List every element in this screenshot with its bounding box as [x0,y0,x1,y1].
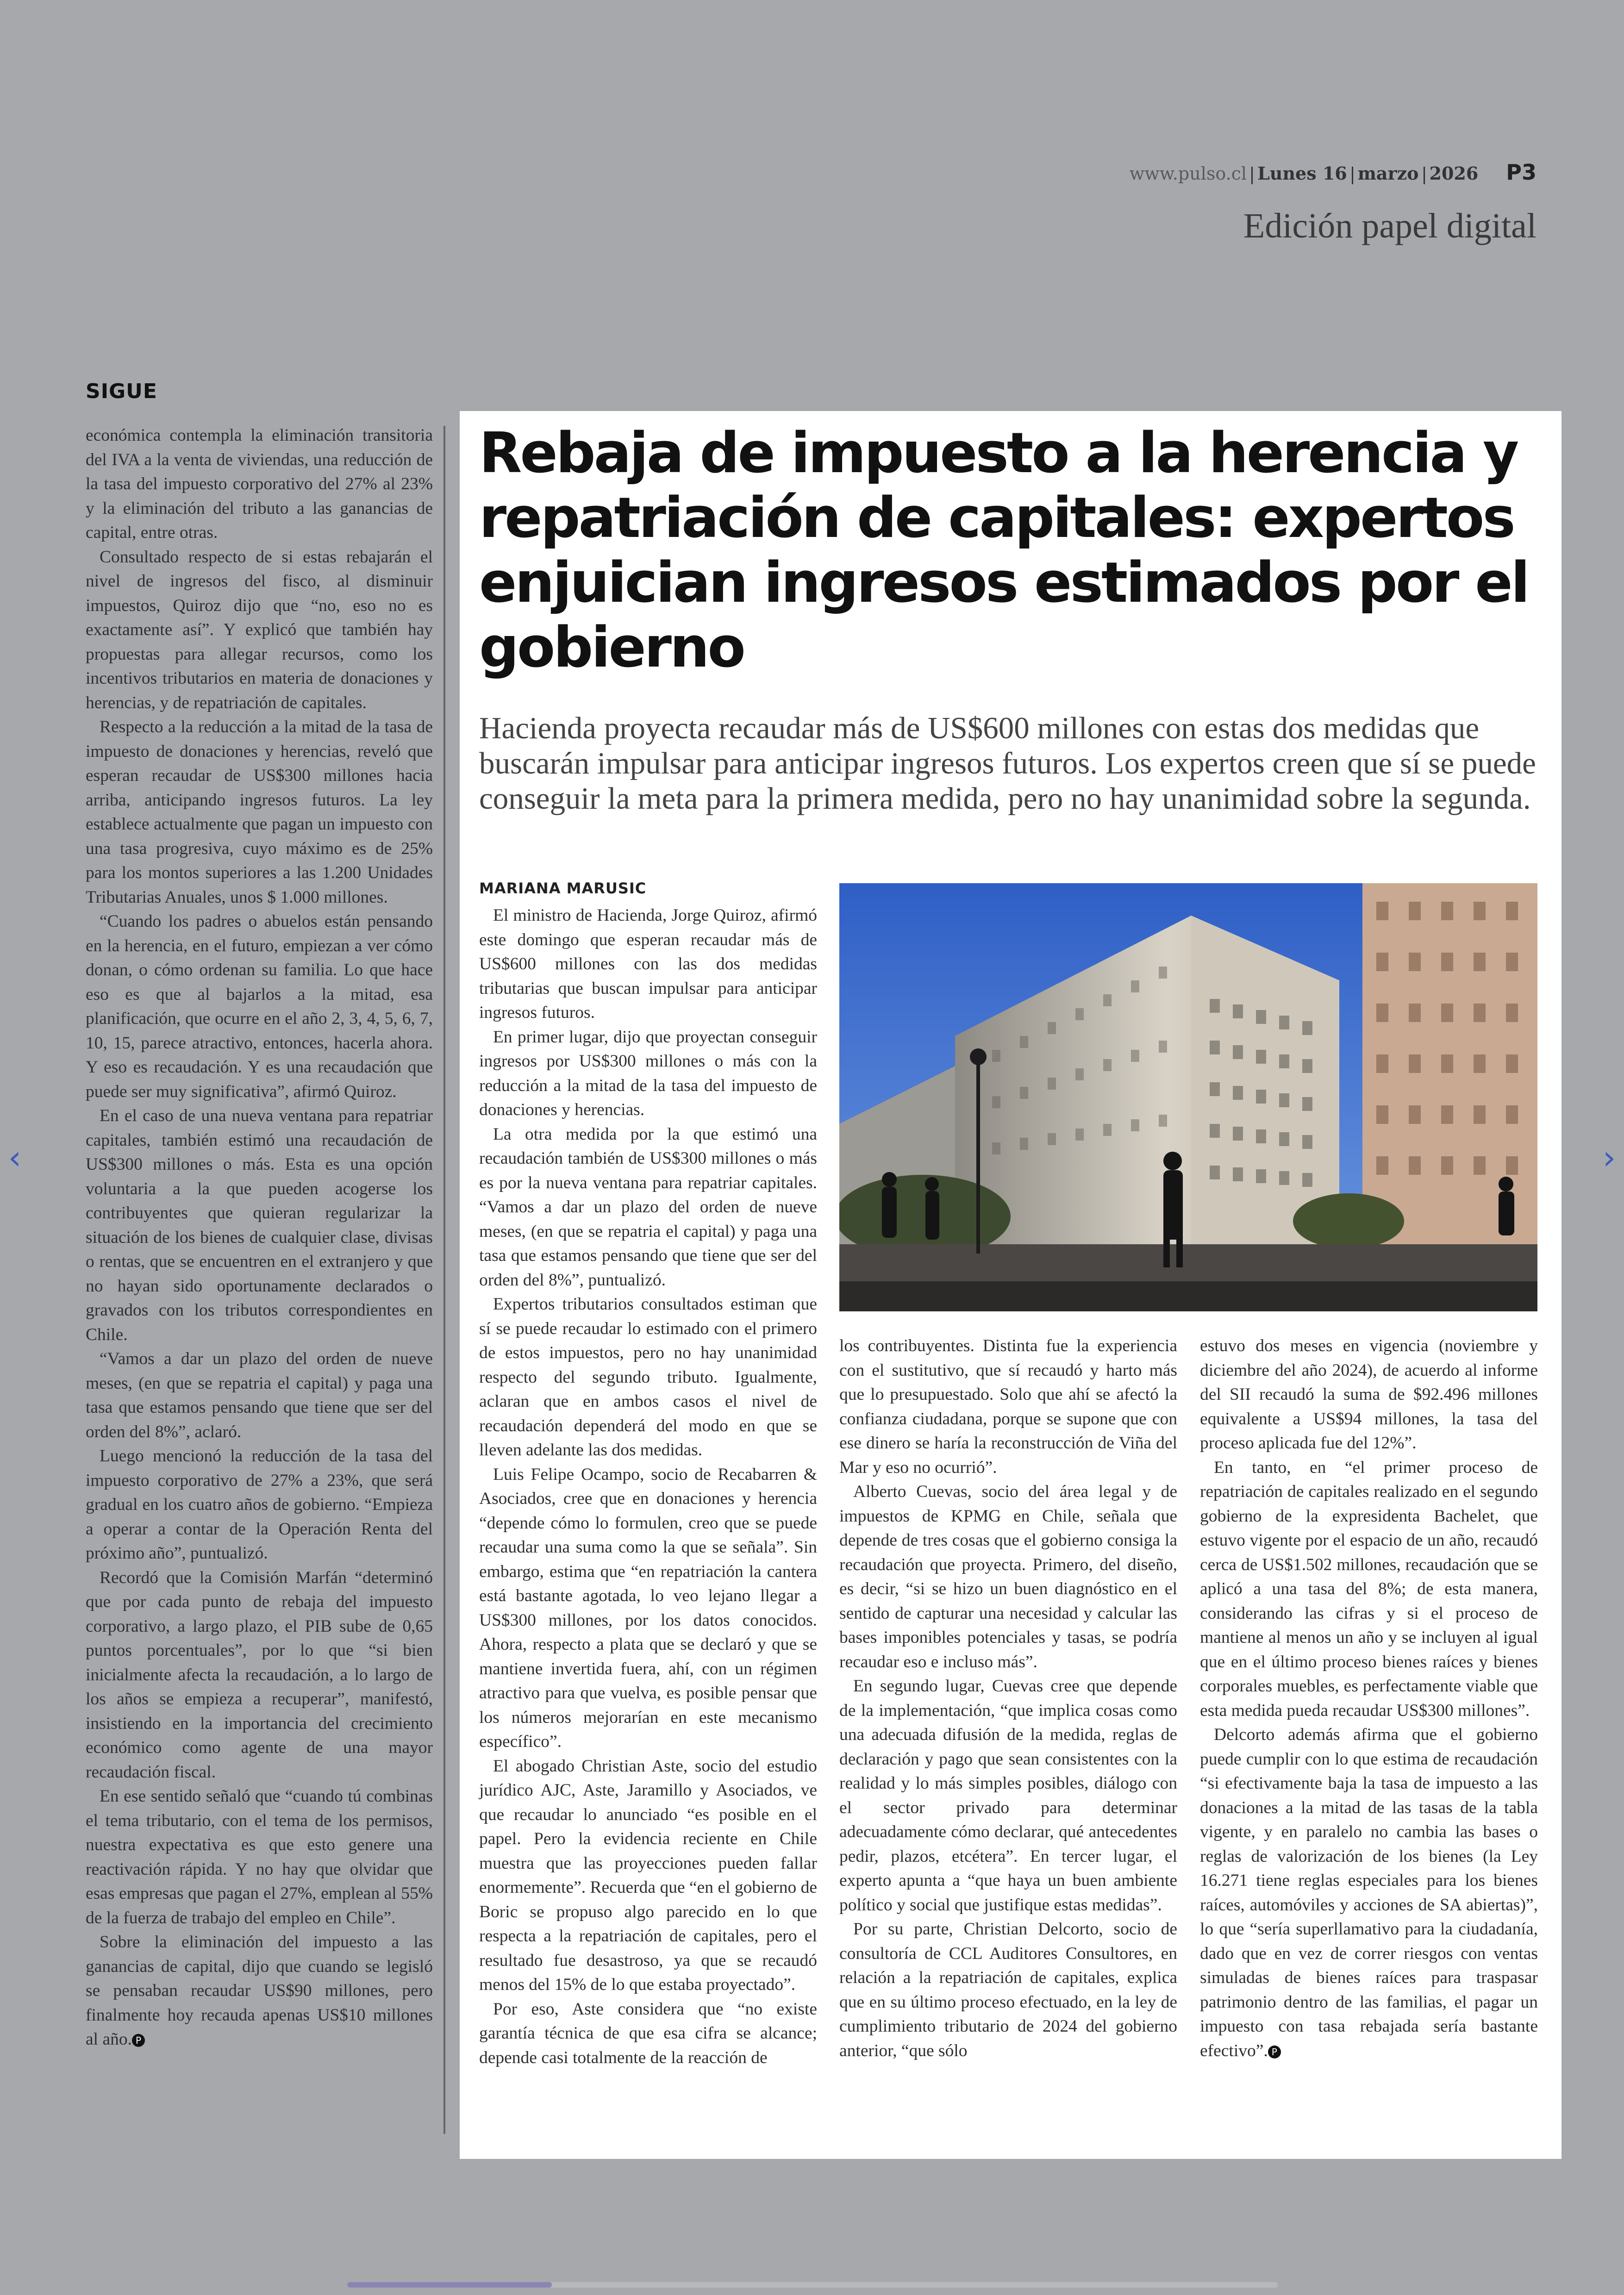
sigue-paragraph: Consultado respecto de si estas rebajarán el nivel de ingresos del fisco, al disminuir impuestos, Quiroz dijo que “no, eso no es exactamente así”. Y explicó que también hay propuestas para allegar recursos, como los incentivos tributarios en materia de donaciones y herencias, y de repatriación de capitales. [86,547,433,712]
sigue-paragraph: económica contempla la eliminación transitoria del IVA a la venta de viviendas, una reducción de la tasa del impuesto corporativo del 27% al 23% y la eliminación del tributo a las ganancias de capital, entre otras. [86,426,433,542]
article-column-1 [479,904,817,2070]
scrollbar-thumb[interactable] [347,2282,552,2288]
article-paragraph: los contribuyentes. Distinta fue la experiencia con el sustitutivo, que sí recaudó y harto más que lo presupuestado. Solo que ahí se afectó la confianza ciudadana, porque se supone que con ese dinero se haría la reconstrucción de Viña del Mar y eso no ocurrió”. [839,1336,1177,1477]
masthead-divider [1251,167,1253,184]
article-paragraph: En segundo lugar, Cuevas cree que depende de la implementación, “que implica cosas como una adecuada difusión de la medida, reglas de declaración y pago que sean consistentes con la realidad y lo más simples posibles, diálogo con el sector privado para determinar adecuadamente cómo declarar, qué antecedentes pedir, plazos, etcétera”. En tercer lugar, el experto apunta a “que haya un buen ambiente político y social que justifique estas medidas”. [839,1677,1177,1915]
article-paragraph: Expertos tributarios consultados estiman que sí se puede recaudar lo estimado con el primero de estos impuestos, pero no hay unanimidad respecto del segundo tributo. Igualmente, aclaran que en ambos casos el nivel de recaudación dependerá del modo en que se lleven adelante las dos medidas. [479,1295,817,1459]
page-scrollbar[interactable] [347,2282,1278,2288]
article-paragraph: En tanto, en “el primer proceso de repatriación de capitales realizado en el segundo gobierno de la expresidenta Bachelet, que estuvo vigente por el espacio de un año, recaudó cerca de US$1.502 millones, recaudación que se aplicó a una tasa del 8%; de esta manera, considerando las cifras y si el proceso de mantiene al menos un año y se incluyen al igual que en el último proceso bienes raíces y bienes corporales muebles, es perfectamente viable que esta medida pueda recaudar US$300 millones”. [1200,1458,1538,1720]
sigue-column [86,424,433,2052]
issue-day: Lunes 16 [1257,163,1347,184]
article-column-3 [1200,1334,1538,2063]
sigue-paragraph: En el caso de una nueva ventana para repatriar capitales, también estimó una recaudación de US$300 millones o más. Esta es una opción voluntaria a la que pueden acogerse los contribuyentes que quieran regularizar la situación de los bienes de cualquier clase, divisas o rentas, que se encuentren en el extranjero y que no hayan sido oportunamente declarados o gravados con los tributos correspondientes en Chile. [86,1106,433,1344]
sigue-paragraph: “Vamos a dar un plazo del orden de nueve meses, (en que se repatria el capital) y paga una tasa que estamos pensando que tiene que ser del orden del 8%”, aclaró. [86,1349,433,1441]
sigue-paragraph: Luego mencionó la reducción de la tasa del impuesto corporativo de 27% a 23%, que será gradual en los cuatro años de gobierno. “Empieza a operar a contar de la Operación Renta del próximo año”, puntualizó. [86,1447,433,1563]
sigue-paragraph: En ese sentido señaló que “cuando tú combinas el tema tributario, con el tema de los permisos, nuestra expectativa es que esto genere una reactivación rápida. Y no hay que olvidar que esas empresas que pagan el 27%, emplean al 55% de la fuerza de trabajo del empleo en Chile”. [86,1787,433,1927]
page-masthead [1130,160,1537,185]
sigue-paragraph: Respecto a la reducción a la mitad de la tasa de impuesto de donaciones y herencias, reveló que esperan recaudar de US$300 millones hacia arriba, anticipando ingresos futuros. La ley establece actualmente que pagan un impuesto con una tasa progresiva, cuyo máximo es de 25% para los montos superiores a las 1.200 Unidades Tributarias Anuales, unos $ 1.000 millones. [86,717,433,907]
article-photo [839,883,1537,1311]
article-paragraph: El ministro de Hacienda, Jorge Quiroz, afirmó este domingo que esperan recaudar más de US$600 millones con las dos medidas tributarias que buscan impulsar para anticipar ingresos futuros. [479,906,817,1022]
article-paragraph: En primer lugar, dijo que proyectan conseguir ingresos por US$300 millones o más con la reducción a la mitad de la tasa del impuesto de donaciones y herencias. [479,1027,817,1119]
ministry-building-photo [839,883,1537,1311]
previous-page-arrow-icon[interactable]: ‹ [8,1139,21,1177]
sigue-heading: SIGUE [86,380,157,403]
article-paragraph: Luis Felipe Ocampo, socio de Recabarren & Asociados, cree que en donaciones y herencia “depende cómo lo formulen, creo que se puede recaudar una suma como la que se señala”. Sin embargo, estima que “en repatriación la cantera está bastante agotada, lo veo lejano llegar a US$300 millones, por los datos conocidos. Ahora, respecto a plata que se declaró y que se mantiene invertida fuera, ahí, con un régimen atractivo para que vuelva, es posible pensar que los números mejorarían en este mecanismo específico”. [479,1465,817,1751]
article-paragraph: Por su parte, Christian Delcorto, socio de consultoría de CCL Auditores Consultores, en relación a la repatriación de capitales, explica que en su último proceso efectuado, en la ley de cumplimiento tributario de 2024 del gobierno anterior, “que sólo [839,1920,1177,2060]
edition-label: Edición papel digital [1243,206,1537,245]
article-paragraph: estuvo dos meses en vigencia (noviembre y diciembre del año 2024), de acuerdo al informe del SII recaudó la suma de $92.496 millones equivalente a US$94 millones, la tasa del proceso aplicada fue del 12%”. [1200,1336,1538,1453]
article-paragraph-text: Delcorto además afirma que el gobierno puede cumplir con lo que estima de recaudación “si efectivamente baja la tasa de impuesto a las donaciones a la mitad de las tasas de la tabla vigente, y en paralelo no cambia las bases o reglas de valorización de los bienes (la Ley 16.271 tiene reglas especiales para los bienes raíces, automóviles y acciones de SA abiertas)”, lo que “sería superllamativo para la ciudadanía, dado que en vez de correr riesgos con ventas simuladas de bienes raíces para traspasar patrimonio dentro de las familias, el pagar un impuesto con tasa rebajada sería bastante efectivo”. [1200,1725,1538,2060]
sigue-paragraph: “Cuando los padres o abuelos están pensando en la herencia, en el futuro, empiezan a ver cómo donan, o cómo ordenan su familia. Lo que hace eso es que al bajarlos a la mitad, esa planificación, que ocurre en el año 2, 3, 4, 5, 6, 7, 10, 15, parece atractivo, entonces, hacerla ahora. Y eso es recaudación. Y es una recaudación que puede ser muy significativa”, afirmó Quiroz. [86,912,433,1101]
article-column-2 [839,1334,1177,2063]
article-lede: Hacienda proyecta recaudar más de US$600 millones con estas dos medidas que buscarán impulsar para anticipar ingresos futuros. Los expertos creen que sí se puede conseguir la meta para la primera medida, pero no hay unanimidad sobre la segunda. [479,711,1536,816]
article-paragraph: Alberto Cuevas, socio del área legal y de impuestos de KPMG en Chile, señala que depende de tres cosas que el gobierno consiga la recaudación que proyecta. Primero, del diseño, es decir, “si se hizo un buen diagnóstico en el sentido de capturar una necesidad y calcular las bases imponibles potenciales y tasas, se podría recaudar eso e incluso más”. [839,1482,1177,1671]
article-paragraph [1200,1723,1538,2063]
masthead-divider [1424,167,1425,184]
article-paragraph: La otra medida por la que estimó una recaudación también de US$300 millones o más es por la nueva ventana para repatriar capitales. “Vamos a dar un plazo del orden de nueve meses, (en que se repatria el capital) y paga una tasa que estamos pensando que tiene que ser del orden del 8%”, puntualizó. [479,1124,817,1290]
article-paragraph: Por eso, Aste considera que “no existe garantía técnica de que esa cifra se alcance; depende casi totalmente de la reacción de [479,1999,817,2067]
page-number: P3 [1506,160,1537,185]
sigue-paragraph-text: Sobre la eliminación del impuesto a las ganancias de capital, dijo que cuando se legisló se pensaban recaudar US$90 millones, pero finalmente hoy recauda apenas US$10 millones al año. [86,1933,433,2049]
site-url: www.pulso.cl [1129,163,1247,184]
sigue-paragraph [86,1930,433,2052]
article-paragraph: El abogado Christian Aste, socio del estudio jurídico AJC, Aste, Jaramillo y Asociados, ve que recaudar lo anunciado “es posible en el papel. Pero la evidencia reciente en Chile muestra que las proyecciones pueden fallar enormemente”. Recuerda que “en el gobierno de Boric se propuso algo parecido en lo que respecta a la repatriación de capitales, pero el resultado fue desastroso, ya que se recaudó menos del 15% de lo que estaba proyectado”. [479,1756,817,1994]
next-page-arrow-icon[interactable]: › [1603,1139,1616,1177]
sigue-paragraph: Recordó que la Comisión Marfán “determinó que por cada punto de rebaja del impuesto corporativo, a largo plazo, el PIB sube de 0,65 puntos porcentuales”, por lo que “si bien inicialmente afecta la recaudación, a lo largo de los años se empieza a recuperar”, manifestó, insistiendo en la importancia del crecimiento económico como agente de una mayor recaudación fiscal. [86,1568,433,1782]
column-divider [443,426,445,2134]
end-mark-icon: P [132,2034,145,2047]
issue-month: marzo [1357,163,1419,184]
end-mark-icon: P [1268,2046,1281,2058]
article-headline: Rebaja de impuesto a la herencia y repatriación de capitales: expertos enjuician ingresos estimados por el gobierno [479,421,1528,680]
issue-year: 2026 [1429,163,1479,184]
masthead-divider [1352,167,1353,184]
article-byline: MARIANA MARUSIC [479,879,647,897]
